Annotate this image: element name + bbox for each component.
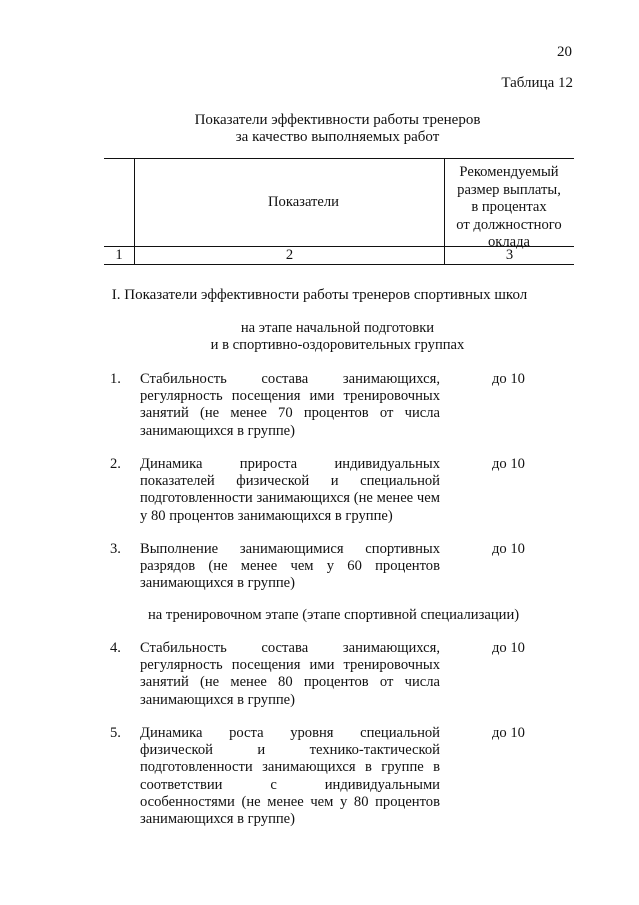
table-bottom-border	[104, 264, 574, 265]
item-text: Стабильность состава занимающихся, регулярность посещения ими тренировочных занятий (не менее 70 процентов от числа занимающихся в группе)	[140, 371, 440, 439]
item-number: 4.	[110, 640, 121, 656]
payment-header-line: Рекомендуемый	[459, 164, 559, 180]
table-title-line-1: Показатели эффективности работы тренеров	[194, 112, 481, 128]
item-text: Динамика роста уровня специальной физической и технико-тактической подготовленности занимающихся в группе в соответствии с индивидуальными особенностями (не менее чем у 80 процентов занимающихся в группе)	[140, 725, 440, 828]
payment-header-line: оклада	[487, 234, 531, 250]
item-value: до 10	[492, 456, 525, 472]
item-value: до 10	[492, 725, 525, 741]
section-heading: I. Показатели эффективности работы тренеров спортивных школ	[111, 287, 528, 303]
table-title-line-2: за качество выполняемых работ	[235, 129, 440, 145]
item-text: Динамика прироста индивидуальных показателей физической и специальной подготовленности занимающихся (не менее чем у 80 процентов занимающихся в группе)	[140, 456, 440, 524]
stage-heading-initial-line-2: и в спортивно-оздоровительных группах	[210, 337, 465, 353]
table-top-border	[104, 158, 574, 159]
item-text: Выполнение занимающимися спортивных разрядов (не менее чем у 60 процентов занимающихся в группе)	[140, 541, 440, 592]
column-number-3: 3	[505, 247, 514, 263]
item-number: 5.	[110, 725, 121, 741]
column-header-indicators: Показатели	[268, 194, 339, 210]
table-label: Таблица 12	[501, 75, 573, 91]
item-value: до 10	[492, 541, 525, 557]
stage-heading-training: на тренировочном этапе (этапе спортивной специализации)	[148, 607, 520, 623]
stage-heading-initial-line-1: на этапе начальной подготовки	[240, 320, 435, 336]
payment-header-line: от должностного	[456, 216, 562, 233]
item-value: до 10	[492, 640, 525, 656]
column-number-1: 1	[115, 247, 123, 263]
item-value: до 10	[492, 371, 525, 387]
header-table	[104, 158, 574, 265]
item-number: 3.	[110, 541, 121, 557]
payment-header-line: в процентах	[471, 199, 547, 215]
payment-header-line: размер выплаты,	[457, 181, 561, 198]
page-number: 20	[557, 44, 572, 60]
item-number: 1.	[110, 371, 121, 387]
item-number: 2.	[110, 456, 121, 472]
item-text: Стабильность состава занимающихся, регулярность посещения ими тренировочных занятий (не менее 80 процентов от числа занимающихся в группе)	[140, 640, 440, 708]
column-header-payment	[444, 164, 574, 252]
column-number-2: 2	[285, 247, 294, 263]
